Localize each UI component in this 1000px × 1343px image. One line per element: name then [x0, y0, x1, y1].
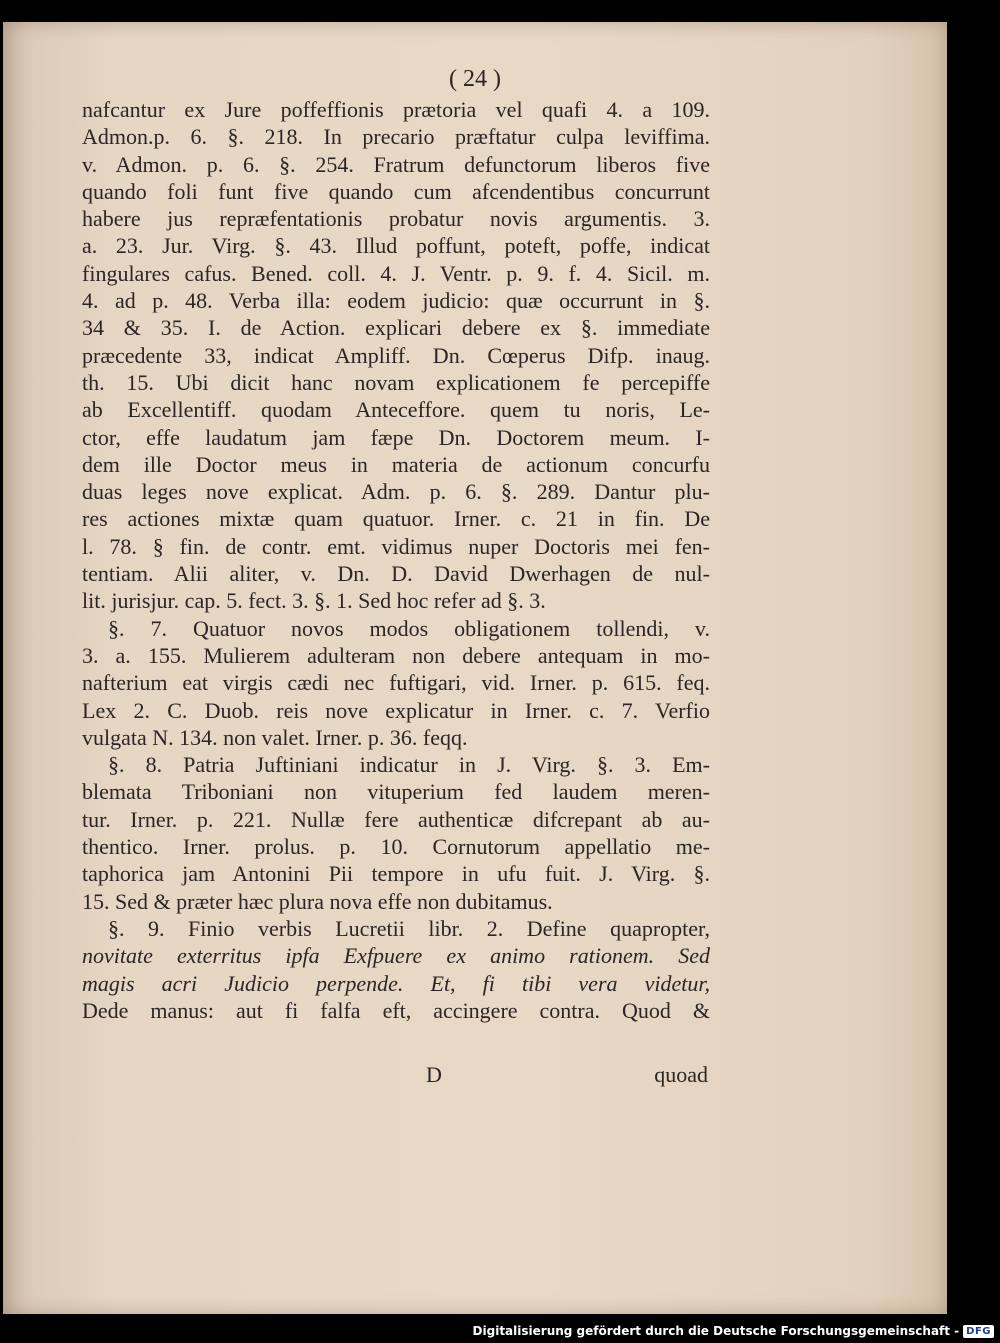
text-line: res actiones mixtæ quam quatuor. Irner. c. 21 in fin. De — [82, 506, 710, 532]
text-line: tentiam. Alii aliter, v. Dn. D. David Dwerhagen de nul- — [82, 561, 710, 587]
text-line: magis acri Judicio perpende. Et, fi tibi vera videtur, — [82, 970, 710, 996]
text-line: §. 7. Quatuor novos modos obligationem tollendi, v. — [108, 615, 710, 641]
page-number: ( 24 ) — [449, 66, 501, 92]
text-line: dem ille Doctor meus in materia de actionum concurfu — [82, 451, 710, 477]
text-line: 4. ad p. 48. Verba illa: eodem judicio: quæ occurrunt in §. — [82, 288, 710, 314]
text-line: vulgata N. 134. non valet. Irner. p. 36. feqq. — [82, 724, 468, 750]
text-line: ab Excellentiff. quodam Anteceffore. quem tu noris, Le- — [82, 397, 710, 423]
text-line: 15. Sed & præter hæc plura nova effe non dubitamus. — [82, 888, 553, 914]
text-line: novitate exterritus ipfa Exfpuere ex animo rationem. Sed — [82, 943, 710, 969]
text-line: l. 78. § fin. de contr. emt. vidimus nuper Doctoris mei fen- — [82, 533, 710, 559]
text-line: blemata Triboniani non vituperium fed laudem meren- — [82, 779, 710, 805]
text-line: 34 & 35. I. de Action. explicari debere ex §. immediate — [82, 315, 710, 341]
body-text — [82, 96, 710, 1024]
text-line: nafcantur ex Jure poffeffionis prætoria vel quafi 4. a 109. — [82, 97, 710, 122]
text-line: §. 8. Patria Juftiniani indicatur in J. Virg. §. 3. Em- — [108, 752, 710, 778]
text-line: ctor, effe laudatum jam fæpe Dn. Doctorem meum. I- — [82, 424, 710, 450]
text-line: v. Admon. p. 6. §. 254. Fratrum defunctorum liberos five — [82, 151, 710, 177]
text-line: 3. a. 155. Mulierem adulteram non debere antequam in mo- — [82, 642, 710, 668]
text-line: Lex 2. C. Duob. reis nove explicatur in Irner. c. 7. Verfio — [82, 697, 710, 723]
text-line: Admon.p. 6. §. 218. In precario præftatur culpa leviffima. — [82, 124, 710, 150]
text-line: duas leges nove explicat. Adm. p. 6. §. 289. Dantur plu- — [82, 479, 710, 505]
text-line: th. 15. Ubi dicit hanc novam explicationem fe percepiffe — [82, 369, 710, 395]
text-line: habere jus repræfentationis probatur novis argumentis. 3. — [82, 206, 710, 232]
catchword-row — [82, 1062, 710, 1092]
footer-bar — [473, 1321, 994, 1341]
text-line: thentico. Irner. prolus. p. 10. Cornutorum appellatio me- — [82, 834, 710, 860]
dfg-logo-icon: DFG — [963, 1325, 994, 1338]
text-line: præcedente 33, indicat Ampliff. Dn. Cœperus Difp. inaug. — [82, 342, 710, 368]
text-line: fingulares cafus. Bened. coll. 4. J. Ventr. p. 9. f. 4. Sicil. m. — [82, 260, 710, 286]
text-line: Dede manus: aut fi falfa eft, accingere contra. Quod & — [82, 997, 710, 1023]
text-line: tur. Irner. p. 221. Nullæ fere authenticæ difcrepant ab au- — [82, 806, 710, 832]
text-line: a. 23. Jur. Virg. §. 43. Illud poffunt, poteft, poffe, indicat — [82, 233, 710, 259]
catchword: quoad — [654, 1062, 708, 1087]
text-line: §. 9. Finio verbis Lucretii libr. 2. Define quapropter, — [108, 915, 710, 941]
text-line: nafterium eat virgis cædi nec fuftigari, vid. Irner. p. 615. feq. — [82, 670, 710, 696]
text-line: quando foli funt five quando cum afcendentibus concurrunt — [82, 178, 710, 204]
signature-mark: D — [426, 1062, 442, 1087]
text-line: taphorica jam Antonini Pii tempore in ufu fuit. J. Virg. §. — [82, 861, 710, 887]
book-page — [3, 22, 947, 1314]
digitization-credit: Digitalisierung gefördert durch die Deutsche Forschungsgemeinschaft - — [472, 1324, 960, 1338]
text-line: lit. jurisjur. cap. 5. fect. 3. §. 1. Sed hoc refer ad §. 3. — [82, 588, 546, 614]
